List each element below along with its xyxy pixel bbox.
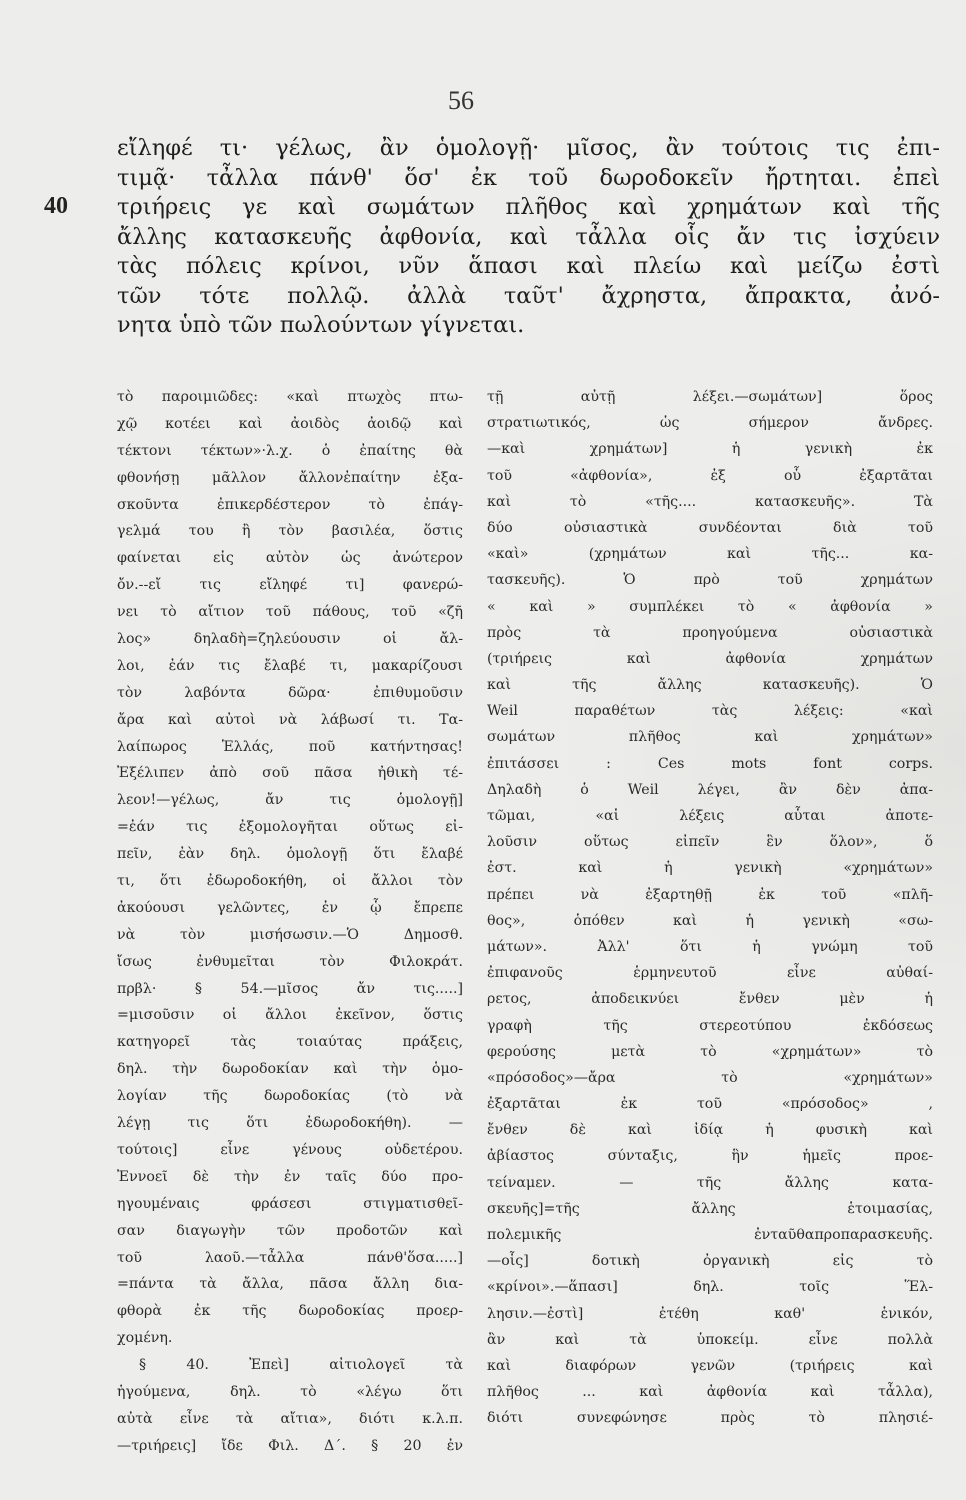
page-number: 56	[448, 86, 474, 115]
text-line: =μισοῦσιν οἱ ἄλλοι ἐκεῖνον, ὅστις	[117, 1007, 463, 1024]
verse-line-number: 40	[44, 193, 68, 219]
text-line: ἡγούμενα, δηλ. τὸ «λέγω ὅτι	[117, 1383, 463, 1400]
text-line: ἀβίαστος σύνταξις, ἣν ἡμεῖς προε-	[487, 1148, 933, 1165]
text-line: ἂν καὶ τὰ ὑποκείμ. εἶνε πολλὰ	[487, 1331, 933, 1348]
text-line: (τριήρεις καὶ ἀφθονία χρημάτων	[487, 650, 933, 667]
text-line: τῇ αὐτῇ λέξει.—σωμάτων] ὅρος	[487, 389, 933, 405]
text-line: τι, ὅτι ἐδωροδοκήθη, οἱ ἄλλοι τὸν	[117, 873, 463, 890]
text-line: πρέπει νὰ ἐξαρτηθῇ ἐκ τοῦ «πλῆ-	[487, 886, 933, 903]
text-line: καὶ διαφόρων γενῶν (τριήρεις καὶ	[487, 1357, 933, 1374]
text-line: Ἐξέλιπεν ἀπὸ σοῦ πᾶσα ἠθικὴ τέ-	[117, 765, 463, 782]
text-line: νὰ τὸν μισήσωσιν.—Ὁ Δημοσθ.	[117, 926, 463, 943]
text-line: ἐπιτάσσει : Ces mots font corps.	[487, 755, 933, 772]
text-line: ηγουμέναις φράσεσι στιγματισθεῖ-	[117, 1195, 463, 1212]
text-line: ἔνθεν δὲ καὶ ἰδίᾳ ἡ φυσικὴ καὶ	[487, 1122, 933, 1139]
text-line: ἴσως ἐνθυμεῖται τὸν Φιλοκράτ.	[117, 953, 463, 970]
text-line: χομένη.	[117, 1330, 173, 1347]
text-line: —τριήρεις] ἴδε Φιλ. Δ΄. § 20 ἐν	[117, 1437, 463, 1454]
text-line: Δηλαδὴ ὁ Weil λέγει, ἂν δὲν ἀπα-	[487, 781, 933, 798]
text-line: λησιν.—ἐστὶ] ἐτέθη καθ' ἑνικόν,	[487, 1305, 933, 1322]
text-line: δηλ. τὴν δωροδοκίαν καὶ τὴν ὁμο-	[117, 1061, 463, 1078]
text-line: τῶμαι, «αἱ λέξεις αὗται ἀποτε-	[487, 808, 933, 824]
commentary-right-column	[487, 384, 933, 1432]
text-line: σωμάτων πλῆθος καὶ χρημάτων»	[487, 729, 933, 746]
text-line: αὐτὰ εἶνε τὰ αἴτια», διότι κ.λ.π.	[117, 1410, 463, 1427]
text-line: τὰς πόλεις κρίνοι, νῦν ἅπασι καὶ πλείω καὶ μείζω ἐστὶ	[117, 253, 940, 279]
text-line: γελμά του ἢ τὸν βασιλέα, ὅστις	[117, 523, 463, 540]
text-line: στρατιωτικός, ὡς σήμερον ἄνδρες.	[487, 415, 933, 432]
text-line: λογίαν τῆς δωροδοκίας (τὸ νὰ	[117, 1088, 463, 1105]
text-line: τέκτονι τέκτων»·λ.χ. ὁ ἐπαίτης θὰ	[117, 442, 463, 459]
main-text-block	[117, 134, 940, 341]
text-line: =πάντα τὰ ἄλλα, πᾶσα ἄλλη δια-	[117, 1276, 463, 1293]
text-line: =ἐάν τις ἐξομολογῆται οὕτως εἰ-	[117, 819, 463, 836]
text-line: τὸ παροιμιῶδες: «καὶ πτωχὸς πτω-	[117, 389, 463, 405]
text-line: καὶ τῆς ἄλλης κατασκευῆς). Ὁ	[487, 677, 933, 694]
text-line: φαίνεται εἰς αὐτὸν ὡς ἀνώτερον	[117, 550, 463, 567]
text-line: θος», ὁπόθεν καὶ ἡ γενικὴ «σω-	[487, 912, 933, 929]
text-line: φθονήσῃ μᾶλλον ἄλλονἐπαίτην ἐξα-	[117, 469, 463, 486]
text-line: τιμᾷ· τἆλλα πάνθ' ὅσ' ἐκ τοῦ δωροδοκεῖν ἤρτηται. ἐπεὶ	[117, 164, 940, 191]
text-line: «πρόσοδος»—ἄρα τὸ «χρημάτων»	[487, 1069, 933, 1086]
text-line: μάτων». Ἀλλ' ὅτι ἡ γνώμη τοῦ	[487, 938, 933, 955]
text-line: φερούσης μετὰ τὸ «χρημάτων» τὸ	[487, 1043, 933, 1060]
text-line: ἀκούουσι γελῶντες, ἐν ᾧ ἔπρεπε	[117, 899, 463, 916]
text-line: πεῖν, ἐὰν δηλ. ὁμολογῇ ὅτι ἔλαβέ	[117, 846, 463, 863]
text-line: ἄρα καὶ αὐτοὶ νὰ λάβωσί τι. Τα-	[117, 711, 463, 728]
text-line: εἴληφέ τι· γέλως, ἂν ὁμολογῇ· μῖσος, ἂν τούτοις τις ἐπι-	[117, 135, 940, 161]
text-line: τασκευῆς). Ὁ πρὸ τοῦ χρημάτων	[487, 572, 933, 589]
text-line: Ἐννοεῖ δὲ τὴν ἐν ταῖς δύο προ-	[117, 1168, 463, 1185]
text-line: γραφὴ τῆς στερεοτύπου ἐκδόσεως	[487, 1017, 933, 1034]
text-line: ἐστ. καὶ ἡ γενικὴ «χρημάτων»	[487, 860, 933, 877]
text-line: ἐπιφανοῦς ἑρμηνευτοῦ εἶνε αὐθαί-	[487, 965, 933, 982]
text-line: τείναμεν. — τῆς ἄλλης κατα-	[487, 1174, 933, 1191]
text-line: τοῦ λαοῦ.—τἆλλα πάνθ'ὅσα.....]	[117, 1249, 463, 1266]
text-line: —οἷς] δοτικὴ ὀργανικὴ εἰς τὸ	[487, 1253, 933, 1270]
text-line: σκευῆς]=τῆς ἄλλης ἑτοιμασίας,	[487, 1200, 933, 1217]
text-line: λοῦσιν οὕτως εἰπεῖν ἓν ὅλον», ὅ	[487, 834, 933, 851]
text-line: πρὸς τὰ προηγούμενα οὐσιαστικὰ	[487, 624, 933, 641]
text-line: ἐξαρτᾶται ἐκ τοῦ «πρόσοδος» ,	[487, 1096, 933, 1113]
text-line: λαίπωρος Ἑλλάς, ποῦ κατήντησας!	[117, 738, 463, 755]
text-line: πλῆθος ... καὶ ἀφθονία καὶ τἆλλα),	[487, 1384, 933, 1401]
text-line: καὶ τὸ «τῆς.... κατασκευῆς». Τὰ	[487, 493, 933, 510]
text-line: κατηγορεῖ τὰς τοιαύτας πράξεις,	[117, 1034, 463, 1051]
text-line: « καὶ » συμπλέκει τὸ « ἀφθονία »	[487, 598, 933, 615]
text-line: νητα ὑπὸ τῶν πωλούντων γίγνεται.	[117, 312, 525, 338]
text-line: λος» δηλαδὴ=ζηλεύουσιν οἱ ἄλ-	[117, 631, 463, 648]
text-line: χῷ κοτέει καὶ ἀοιδὸς ἀοιδῷ καὶ	[117, 415, 463, 432]
text-line: «κρίνοι».—ἅπασι] δηλ. τοῖς Ἕλ-	[487, 1279, 933, 1296]
text-line: πολεμικῆς ἐνταῦθαπροπαρασκευῆς.	[487, 1227, 933, 1243]
text-line: λεον!—γέλως, ἄν τις ὁμολογῇ]	[117, 792, 463, 809]
text-line: ἄλλης κατασκευῆς ἀφθονία, καὶ τἆλλα οἷς ἄν τις ἰσχύειν	[117, 223, 940, 250]
text-line: δύο οὐσιαστικὰ συνδέονται διὰ τοῦ	[487, 519, 933, 536]
text-line: τῶν τότε πολλῷ. ἀλλὰ ταῦτ' ἄχρηστα, ἄπρακτα, ἀνό-	[117, 282, 940, 309]
text-line: τούτοις] εἶνε γένους οὐδετέρου.	[117, 1141, 463, 1158]
text-line: τοῦ «ἀφθονία», ἐξ οὗ ἐξαρτᾶται	[487, 467, 933, 484]
text-line: διότι συνεφώνησε πρὸς τὸ πλησιέ-	[487, 1410, 933, 1427]
text-line: «καὶ» (χρημάτων καὶ τῆς... κα-	[487, 546, 933, 563]
text-line: τὸν λαβόντα δῶρα· ἐπιθυμοῦσιν	[117, 684, 463, 701]
text-line: —καὶ χρημάτων] ἡ γενικὴ ἐκ	[487, 441, 933, 458]
text-line: ρετος, ἀποδεικνύει ἔνθεν μὲν ἡ	[487, 991, 933, 1008]
text-line: τριήρεις γε καὶ σωμάτων πλῆθος καὶ χρημάτων καὶ τῆς	[117, 194, 940, 220]
text-line: ὄν.--εἴ τις εἴληφέ τι] φανερώ-	[117, 577, 463, 594]
text-line: σαν διαγωγὴν τῶν προδοτῶν καὶ	[117, 1222, 463, 1239]
text-line: νει τὸ αἴτιον τοῦ πάθους, τοῦ «ζῆ	[117, 604, 463, 621]
text-line: λέγῃ τις ὅτι ἐδωροδοκήθη). —	[117, 1115, 463, 1132]
text-line: σκοῦντα ἐπικερδέστερον τὸ ἐπάγ-	[117, 496, 463, 513]
text-line: φθορὰ ἐκ τῆς δωροδοκίας προερ-	[117, 1303, 463, 1320]
text-line: Weil παραθέτων τὰς λέξεις: «καὶ	[487, 703, 933, 720]
text-line: λοι, ἐάν τις ἔλαβέ τι, μακαρίζουσι	[117, 657, 463, 674]
text-line: πρβλ· § 54.—μῖσος ἄν τις.....]	[117, 980, 463, 997]
commentary-left-column	[117, 384, 463, 1460]
text-line: § 40. Ἐπεὶ] αἰτιολογεῖ τὰ	[139, 1357, 463, 1374]
